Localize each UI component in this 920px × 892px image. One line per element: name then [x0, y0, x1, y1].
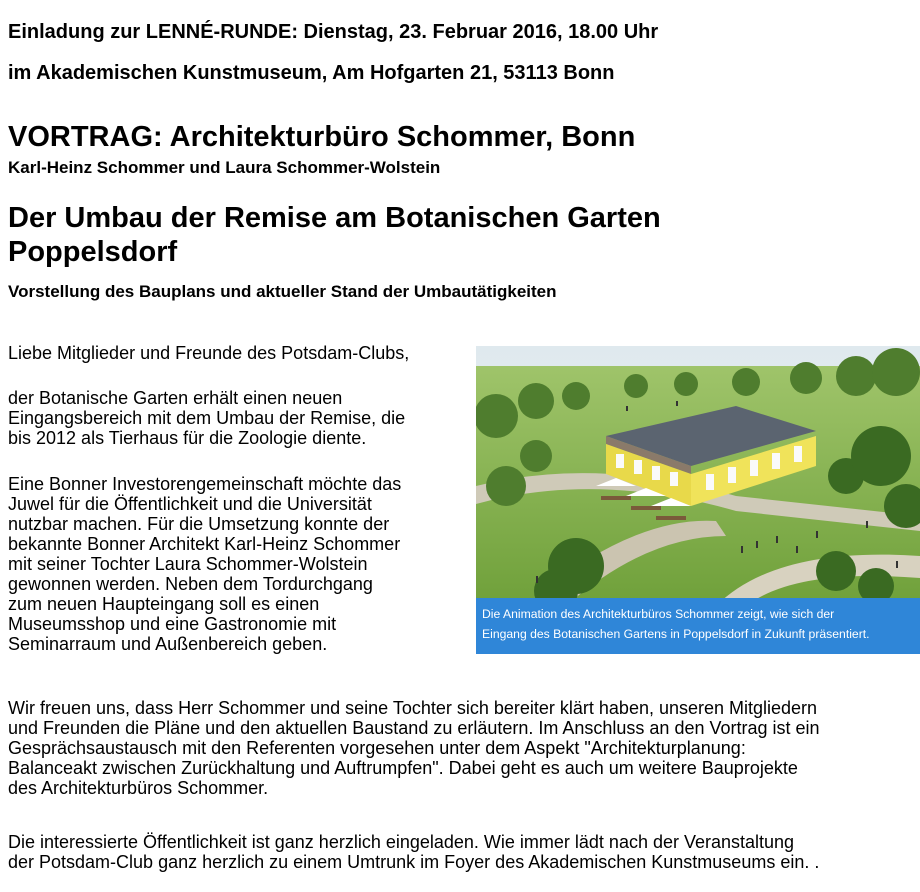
- paragraph-2-line: bekannte Bonner Architekt Karl-Heinz Schommer: [8, 534, 401, 554]
- paragraph-2-line: mit seiner Tochter Laura Schommer-Wolstein: [8, 554, 368, 574]
- figure-caption: [476, 598, 920, 654]
- paragraph-2-line: Seminarraum und Außenbereich geben.: [8, 634, 328, 654]
- lecture-title-line-1: Der Umbau der Remise am Botanischen Garten: [8, 202, 661, 234]
- figure-caption-line-1: Die Animation des Architekturbüros Schommer zeigt, wie sich der: [482, 607, 835, 621]
- paragraph-2-line: nutzbar machen. Für die Umsetzung konnte der: [8, 514, 390, 534]
- paragraph-3-line: Wir freuen uns, dass Herr Schommer und seine Tochter sich bereiter klärt haben, unseren Mitgliedern: [8, 698, 818, 718]
- paragraph-4: [8, 832, 819, 872]
- lecture-speakers: Karl-Heinz Schommer und Laura Schommer-Wolstein: [8, 158, 441, 177]
- greeting-text: Liebe Mitglieder und Freunde des Potsdam-Clubs,: [8, 343, 410, 363]
- paragraph-2-line: gewonnen werden. Neben dem Tordurchgang: [8, 574, 373, 594]
- paragraph-2-line: Museumsshop und eine Gastronomie mit: [8, 614, 337, 634]
- lecture-subtitle: Vorstellung des Bauplans und aktueller Stand der Umbautätigkeiten: [8, 282, 557, 301]
- paragraph-3-line: Balanceakt zwischen Zurückhaltung und Auftrumpfen". Dabei geht es auch um weitere Bauprojekte: [8, 758, 798, 778]
- figure-caption-line-2: Eingang des Botanischen Gartens in Poppelsdorf in Zukunft präsentiert.: [482, 627, 870, 641]
- lecture-heading: VORTRAG: Architekturbüro Schommer, Bonn: [8, 121, 636, 153]
- lecture-title: [8, 201, 661, 269]
- paragraph-3-line: Gesprächsaustausch mit den Referenten vorgesehen unter dem Aspekt "Architekturplanung:: [8, 738, 746, 758]
- paragraph-2-line: Juwel für die Öffentlichkeit und die Universität: [8, 494, 372, 514]
- architecture-rendering: [476, 346, 920, 654]
- paragraph-3-line: des Architekturbüros Schommer.: [8, 778, 269, 798]
- paragraph-2-line: Eine Bonner Investorengemeinschaft möchte das: [8, 474, 402, 494]
- paragraph-1-line: der Botanische Garten erhält einen neuen: [8, 388, 343, 408]
- paragraph-2: [8, 474, 401, 654]
- invitation-line-1: Einladung zur LENNÉ-RUNDE: Dienstag, 23. Februar 2016, 18.00 Uhr: [8, 21, 659, 43]
- paragraph-1-line: bis 2012 als Tierhaus für die Zoologie diente.: [8, 428, 367, 448]
- lecture-title-line-2: Poppelsdorf: [8, 236, 178, 268]
- paragraph-1: [8, 388, 405, 448]
- paragraph-2-line: zum neuen Haupteingang soll es einen: [8, 594, 320, 614]
- paragraph-1-line: Eingangsbereich mit dem Umbau der Remise, die: [8, 408, 406, 428]
- paragraph-4-line: Die interessierte Öffentlichkeit ist ganz herzlich eingeladen. Wie immer lädt nach der Veranstaltung: [8, 832, 795, 852]
- paragraph-3-line: und Freunden die Pläne und den aktuellen Baustand zu erläutern. Im Anschluss an den Vortrag ist ein: [8, 718, 820, 738]
- paragraph-4-line: der Potsdam-Club ganz herzlich zu einem Umtrunk im Foyer des Akademischen Kunstmuseums ein. .: [8, 852, 820, 872]
- greeting: [8, 343, 409, 363]
- paragraph-3: [8, 698, 820, 798]
- invitation-line-2: im Akademischen Kunstmuseum, Am Hofgarten 21, 53113 Bonn: [8, 62, 615, 84]
